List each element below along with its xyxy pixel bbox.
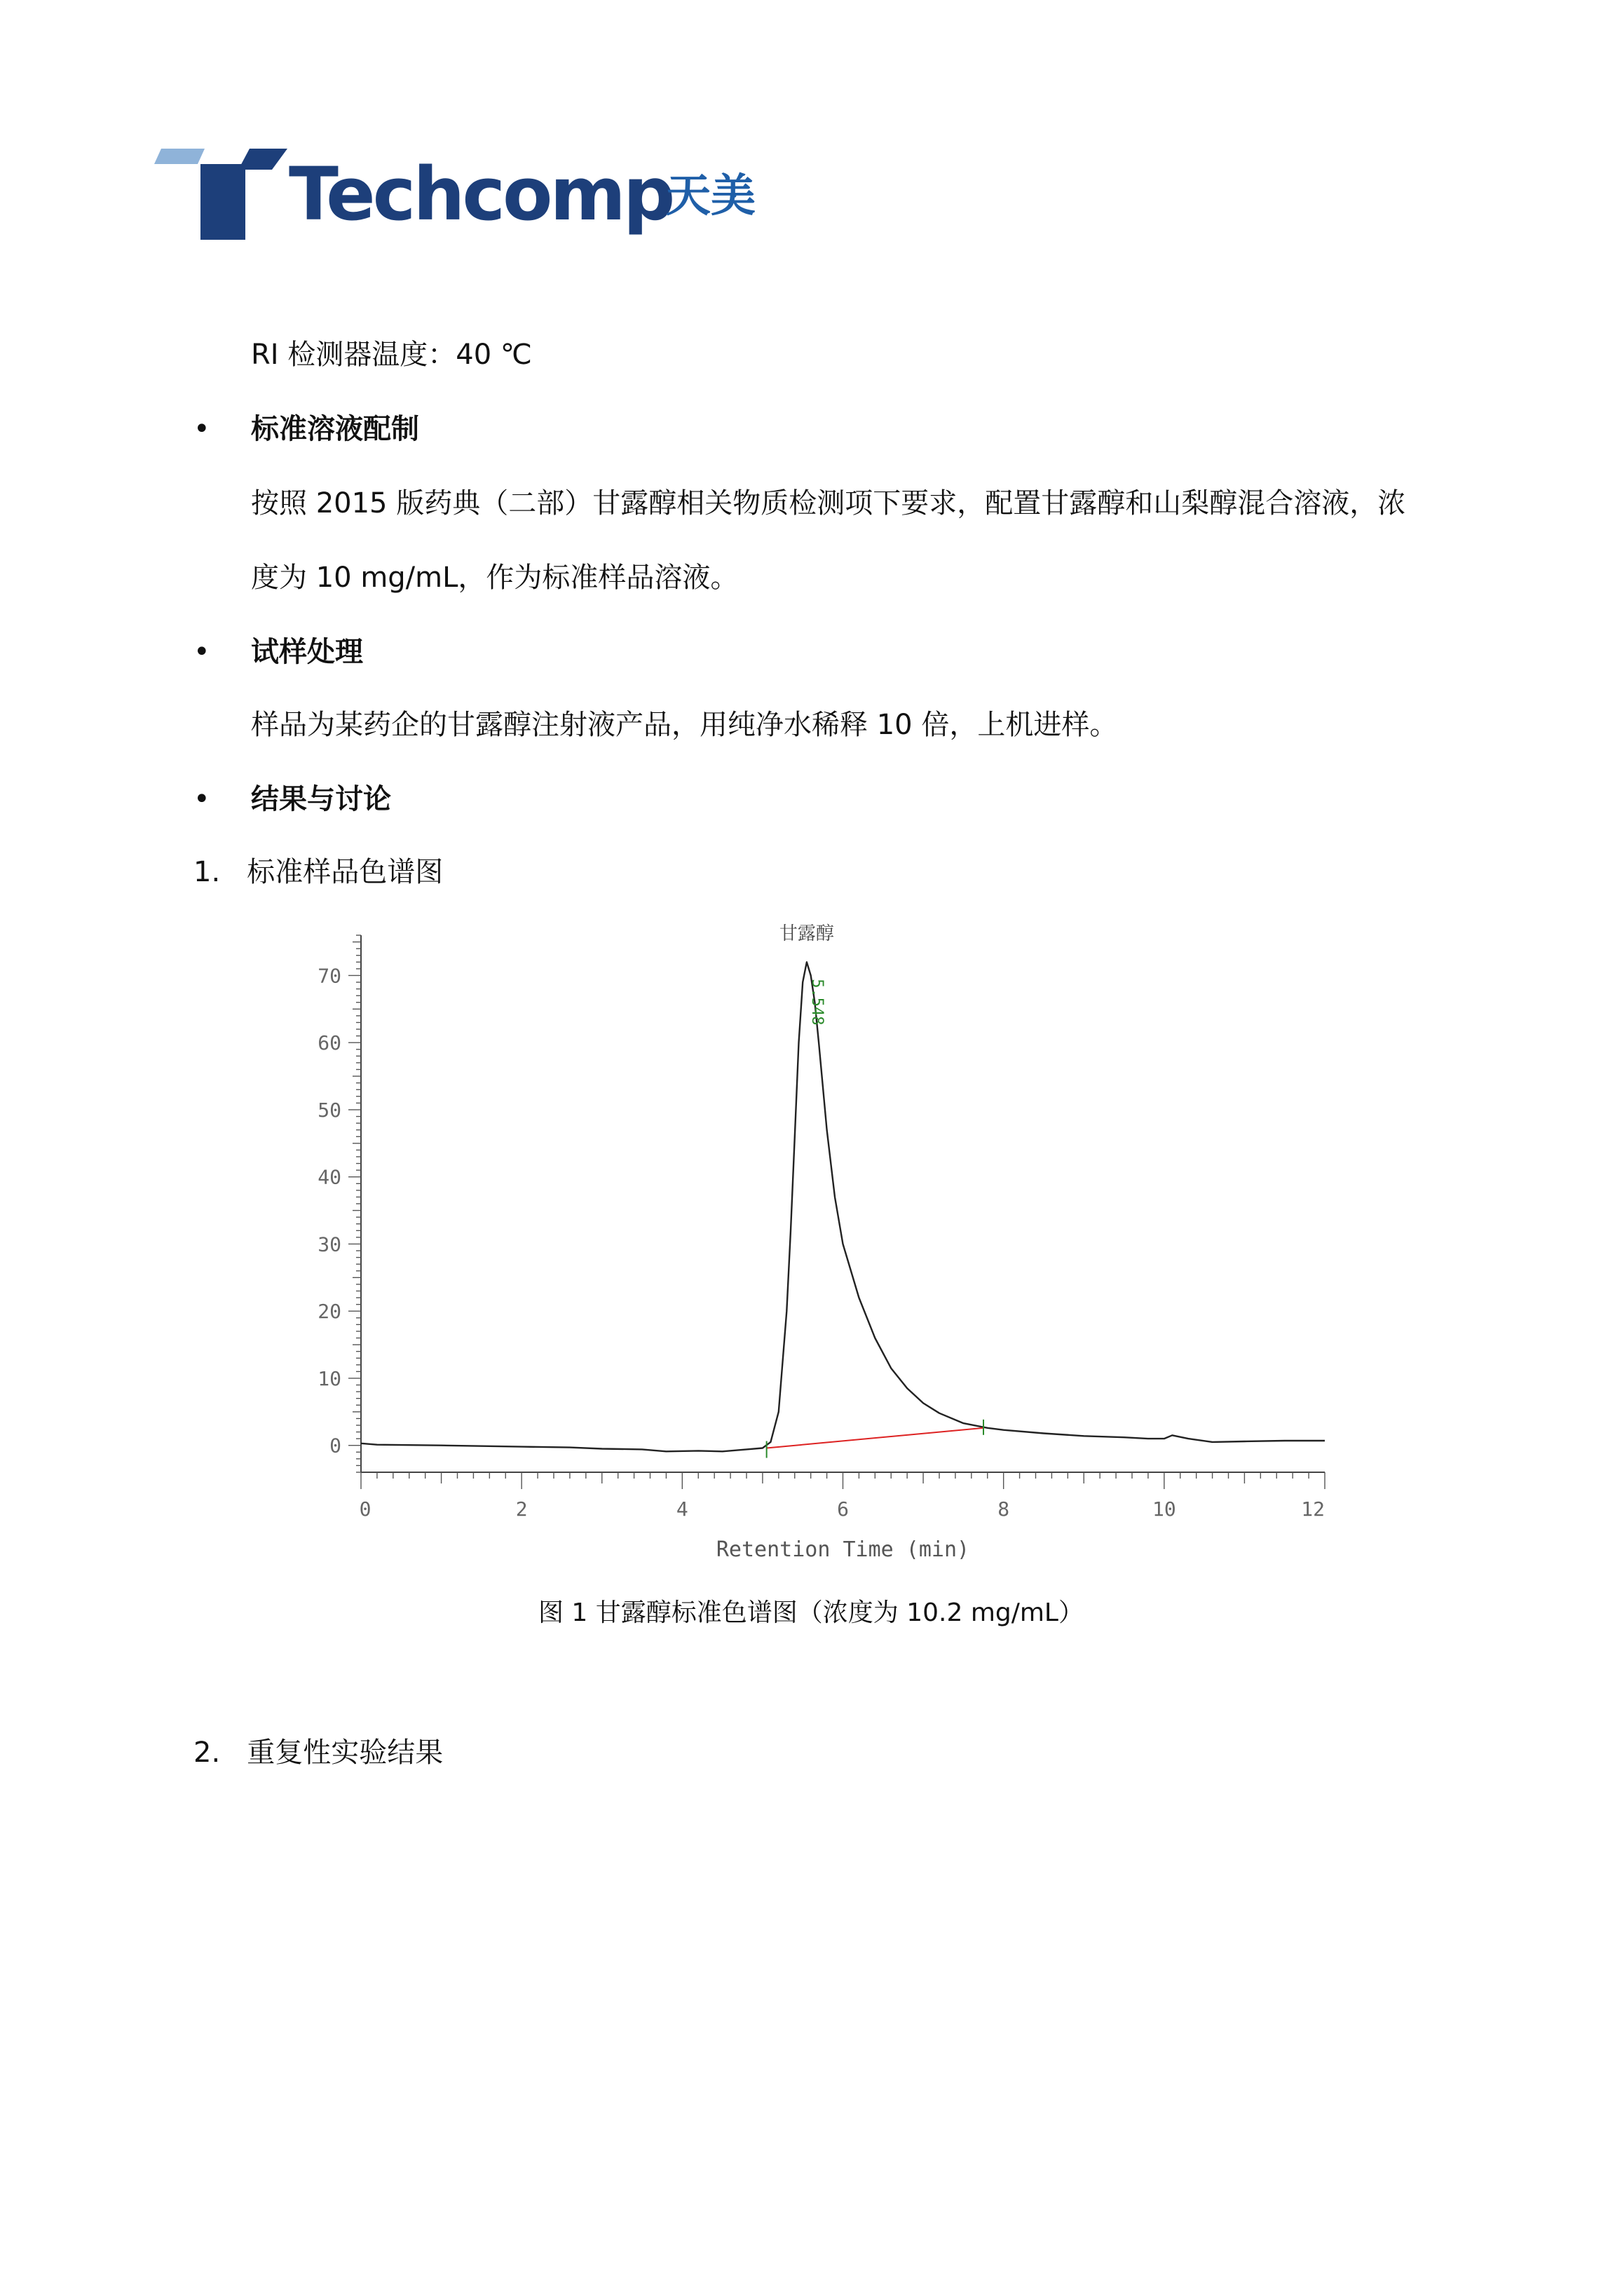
section-title-standard-solution: 标准溶液配制 bbox=[251, 413, 419, 445]
bullet-icon: • bbox=[193, 636, 210, 668]
techcomp-logo bbox=[154, 149, 785, 247]
bullet-icon: • bbox=[193, 413, 210, 445]
x-tick-label: 2 bbox=[515, 1497, 528, 1521]
x-tick-label: 4 bbox=[676, 1497, 688, 1521]
y-tick-label: 20 bbox=[318, 1300, 341, 1324]
y-tick-label: 30 bbox=[318, 1232, 341, 1256]
x-tick-label: 10 bbox=[1152, 1497, 1176, 1521]
logo-text: Techcomp bbox=[289, 151, 673, 237]
y-tick-label: 10 bbox=[318, 1366, 341, 1390]
x-tick-label: 6 bbox=[837, 1497, 849, 1521]
logo-text-cn: 天美 bbox=[666, 170, 756, 222]
baseline-line bbox=[767, 1428, 983, 1448]
paragraph-standard-solution-2: 度为 10 mg/mL，作为标准样品溶液。 bbox=[251, 562, 739, 594]
chart-labels bbox=[318, 923, 1325, 1562]
y-tick-label: 0 bbox=[329, 1434, 341, 1458]
y-tick-label: 70 bbox=[318, 964, 341, 988]
x-tick-label: 8 bbox=[997, 1497, 1010, 1521]
y-tick-label: 60 bbox=[318, 1031, 341, 1055]
section-title-results: 结果与讨论 bbox=[251, 783, 391, 815]
item-repeatability-results: 2. 重复性实验结果 bbox=[193, 1737, 444, 1769]
paragraph-sample-prep: 样品为某药企的甘露醇注射液产品，用纯净水稀释 10 倍，上机进样。 bbox=[251, 709, 1118, 741]
item-standard-chromatogram: 1. 标准样品色谱图 bbox=[193, 856, 444, 888]
x-axis-label: Retention Time (min) bbox=[716, 1537, 970, 1562]
peak-name-label: 甘露醇 bbox=[779, 923, 834, 944]
y-tick-label: 50 bbox=[318, 1098, 341, 1122]
chromatogram-trace bbox=[361, 962, 1325, 1451]
figure-caption: 图 1 甘露醇标准色谱图（浓度为 10.2 mg/mL） bbox=[538, 1598, 1084, 1627]
paragraph-standard-solution-1: 按照 2015 版药典（二部）甘露醇相关物质检测项下要求，配置甘露醇和山梨醇混合溶液，浓 bbox=[251, 487, 1406, 519]
bullet-icon: • bbox=[193, 783, 210, 815]
section-title-sample-prep: 试样处理 bbox=[251, 636, 363, 668]
x-tick-label: 12 bbox=[1301, 1497, 1325, 1521]
chart-series bbox=[361, 962, 1325, 1458]
y-tick-label: 40 bbox=[318, 1165, 341, 1189]
ri-temperature-line: RI 检测器温度：40 ℃ bbox=[251, 339, 532, 371]
chromatogram-chart bbox=[266, 918, 1346, 1577]
x-tick-label: 0 bbox=[359, 1497, 372, 1521]
logo-mark-icon bbox=[154, 149, 287, 240]
peak-rt-label: 5.548 bbox=[807, 979, 826, 1026]
